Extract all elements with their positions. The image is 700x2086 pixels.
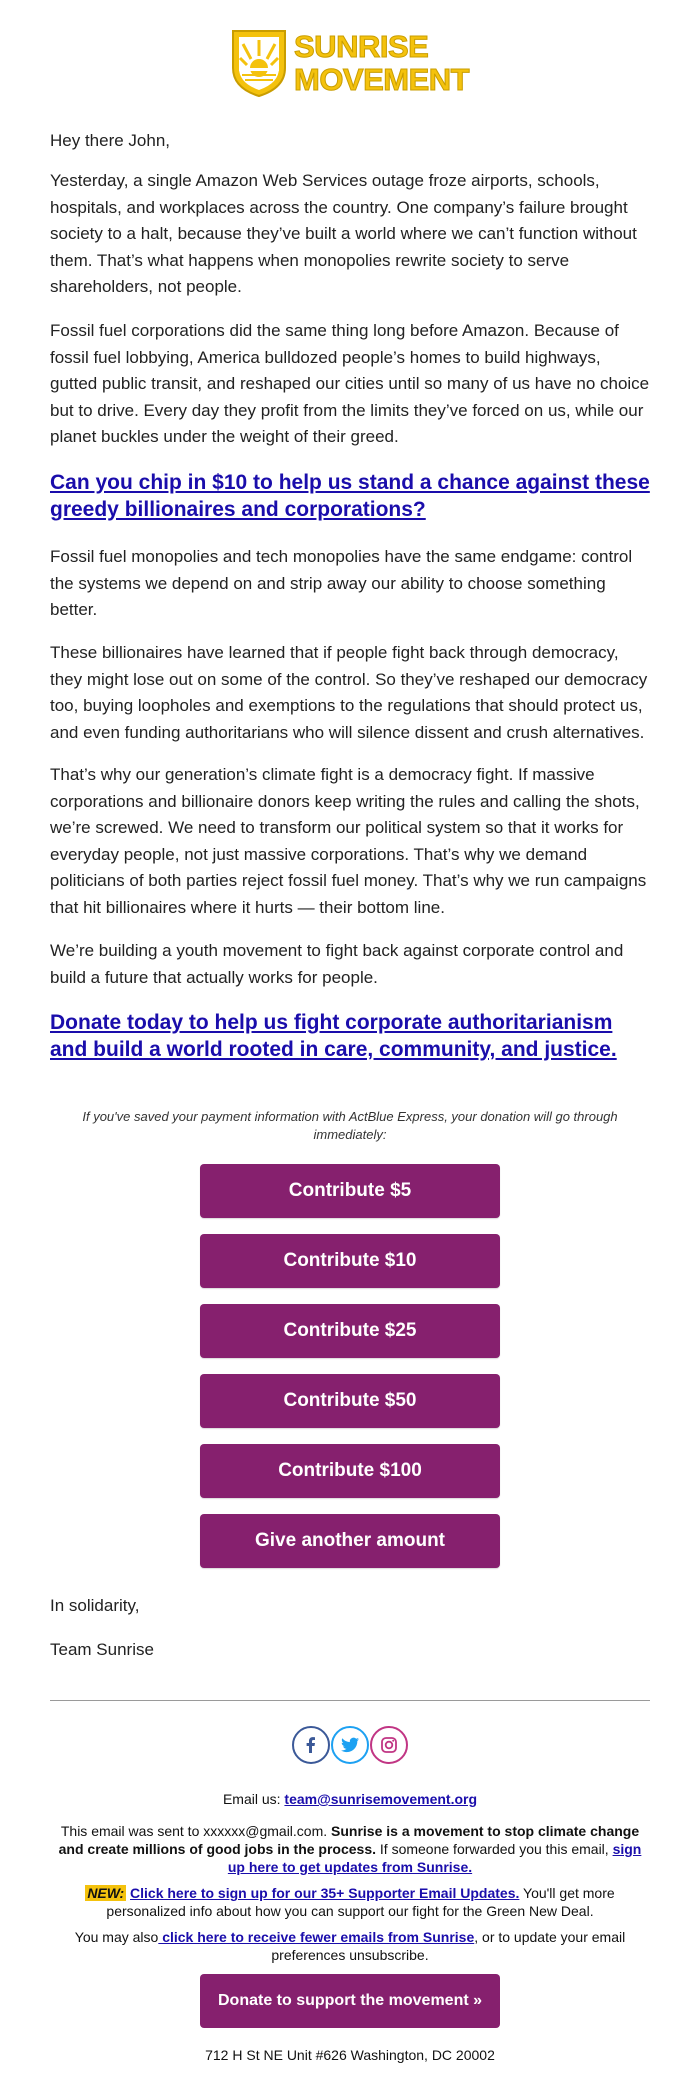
supporter-rest-text: You'll get more personalized info about how you can support our fight for the Green New Deal. xyxy=(106,1885,615,1919)
signature: Team Sunrise xyxy=(50,1640,154,1659)
give-another-amount-button[interactable]: Give another amount xyxy=(200,1514,500,1568)
mission-text: Sunrise is a movement to stop climate change and create millions of good jobs in the process. xyxy=(58,1823,640,1857)
instagram-icon xyxy=(380,1736,398,1754)
twitter-icon xyxy=(340,1736,360,1754)
contribute-10-button[interactable]: Contribute $10 xyxy=(200,1234,500,1288)
paragraph-6: We’re building a youth movement to fight back against corporate control and build a future that actually works for people. xyxy=(50,941,624,987)
paragraph-1: Yesterday, a single Amazon Web Services outage froze airports, schools, hospitals, and workplaces across the country. One company’s failure brought society to a halt, because they’ve built a world where we can’t function without them. That’s what happens when monopolies rewrite society to serve shareholders, not people. xyxy=(50,171,637,296)
paragraph-4: These billionaires have learned that if people fight back through democracy, they might lose out on some of the control. So they’ve reshaped our democracy too, buying loopholes and exemptions to the regulations that should protect us, and even funding authoritarians who will silence dissent and crush alternatives. xyxy=(50,643,648,742)
forwarded-text: If someone forwarded you this email, xyxy=(376,1841,613,1857)
contribute-100-button[interactable]: Contribute $100 xyxy=(200,1444,500,1498)
contribute-25-button[interactable]: Contribute $25 xyxy=(200,1304,500,1358)
email-link[interactable]: team@sunrisemovement.org xyxy=(284,1791,478,1807)
brand-line-1: SUNRISE xyxy=(294,29,429,64)
contribute-5-button[interactable]: Contribute $5 xyxy=(200,1164,500,1218)
email-label: Email us: xyxy=(222,1791,285,1807)
twitter-button[interactable] xyxy=(331,1726,369,1764)
brand-wordmark xyxy=(294,30,469,96)
sent-to-notice xyxy=(50,1822,650,1876)
fewer-rest-text: , or to update your email preferences unsubscribe. xyxy=(271,1929,626,1963)
facebook-icon xyxy=(302,1736,320,1754)
fewer-emails-line xyxy=(50,1928,650,1964)
donate-support-button[interactable]: Donate to support the movement » xyxy=(200,1974,500,2028)
mailing-address: 712 H St NE Unit #626 Washington, DC 20002 xyxy=(205,2047,495,2063)
contribute-50-button[interactable]: Contribute $50 xyxy=(200,1374,500,1428)
signoff: In solidarity, xyxy=(50,1596,140,1615)
paragraph-2: Fossil fuel corporations did the same thing long before Amazon. Because of fossil fuel lobbying, America bulldozed people’s homes to build highways, gutted public transit, and reshaped our cities until so many of us have no choice but to drive. Every day they profit from the limits they’ve forced on us, while our planet buckles under the weight of their greed. xyxy=(50,321,650,446)
headline-link-donate[interactable]: Donate today to help us fight corporate authoritarianism and build a world rooted in care, community, and justice. xyxy=(50,1011,617,1061)
paragraph-5: That’s why our generation’s climate fight is a democracy fight. If massive corporations and billionaire donors keep writing the rules and calling the shots, we’re screwed. We need to transform our political system so that it works for everyday people, not just massive corporations. That’s why we demand politicians of both parties reject fossil fuel money. That’s why we run campaigns that hit billionaires where it hurts — their bottom line. xyxy=(50,765,647,917)
instagram-button[interactable] xyxy=(370,1726,408,1764)
fewer-prefix: You may also xyxy=(74,1929,159,1945)
supporter-updates-line xyxy=(50,1884,650,1920)
greeting: Hey there John, xyxy=(50,131,171,150)
signup-link[interactable]: sign up here to get updates from Sunrise. xyxy=(227,1841,642,1875)
new-badge: NEW: xyxy=(87,1885,125,1901)
paragraph-3: Fossil fuel monopolies and tech monopolies have the same endgame: control the systems we depend on and strip away our ability to choose something better. xyxy=(50,547,633,619)
headline-link-chip-in[interactable]: Can you chip in $10 to help us stand a chance against these greedy billionaires and corporations? xyxy=(50,471,650,521)
sunrise-logo xyxy=(230,28,470,100)
brand-line-2: MOVEMENT xyxy=(294,62,470,97)
facebook-button[interactable] xyxy=(292,1726,330,1764)
actblue-note: If you've saved your payment information with ActBlue Express, your donation will go through immediately: xyxy=(82,1109,618,1142)
email-us-line xyxy=(50,1790,650,1808)
supporter-signup-link[interactable]: Click here to sign up for our 35+ Supporter Email Updates. xyxy=(130,1885,520,1901)
sent-to-text: This email was sent to xxxxxx@gmail.com. xyxy=(60,1823,332,1839)
footer-divider xyxy=(50,1700,650,1701)
sunrise-emblem-icon xyxy=(230,28,288,98)
fewer-emails-link[interactable]: click here to receive fewer emails from Sunrise xyxy=(158,1929,475,1945)
